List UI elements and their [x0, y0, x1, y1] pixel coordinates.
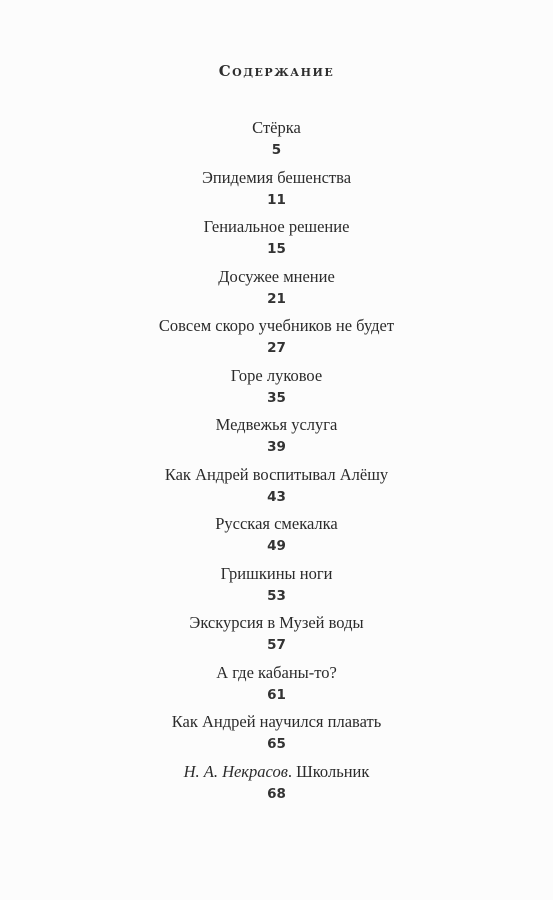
contents-heading: Содержание	[218, 62, 335, 80]
toc-entry	[0, 562, 553, 612]
toc-entry-title: Эпидемия бешенства	[201, 167, 352, 187]
toc-entry-page: 49	[267, 538, 286, 554]
toc-entry	[0, 710, 553, 760]
toc-entry-page: 39	[267, 439, 286, 455]
toc-entry-title: Стёрка	[252, 118, 301, 137]
toc-entry	[0, 760, 553, 810]
toc-entry	[0, 611, 553, 661]
toc-entry-title: Гришкины ноги	[220, 563, 333, 583]
toc-entry-title-text: . Школьник	[287, 761, 370, 781]
toc-entry	[0, 215, 553, 265]
toc-entry	[0, 512, 553, 562]
toc-entry-title: Медвежья услуга	[215, 415, 338, 434]
toc-entry-page: 61	[267, 686, 286, 703]
toc-entry	[0, 661, 553, 711]
toc-entry-page: 68	[267, 785, 286, 802]
toc-entry-title: Горе луковое	[230, 365, 323, 385]
toc-entry-title: Как Андрей воспитывал Алёшу	[164, 464, 389, 484]
toc-entry-page: 11	[267, 191, 286, 208]
toc-entry	[0, 166, 553, 216]
toc-entry-title: Совсем скоро учебников не будет	[158, 316, 395, 335]
toc-entry	[0, 463, 553, 513]
toc-entry-title: Экскурсия в Музей воды	[189, 613, 364, 632]
toc-entry-page: 21	[267, 290, 286, 307]
toc-entry-page: 57	[267, 637, 286, 653]
toc-entry-title: Русская смекалка	[215, 514, 338, 533]
toc-entry-title: Гениальное решение	[203, 217, 350, 236]
toc-entry-page: 65	[267, 736, 286, 752]
toc-entry-title-with-author	[0, 760, 553, 784]
toc-entry	[0, 314, 553, 364]
toc-entry-title: Досужее мнение	[218, 266, 335, 286]
contents-list	[0, 116, 553, 809]
toc-entry-page: 5	[271, 142, 282, 158]
toc-entry-page: 53	[267, 587, 286, 604]
toc-entry-page: 27	[267, 340, 286, 356]
toc-entry-page: 43	[267, 488, 286, 505]
toc-entry-title: А где кабаны-то?	[216, 662, 337, 682]
toc-entry	[0, 364, 553, 414]
toc-entry	[0, 116, 553, 166]
toc-entry-page: 15	[267, 241, 286, 257]
toc-entry	[0, 413, 553, 463]
toc-entry	[0, 265, 553, 315]
toc-entry-title: Как Андрей научился плавать	[171, 712, 382, 731]
toc-entry-author: Н. А. Некрасов	[183, 761, 288, 781]
toc-entry-page: 35	[267, 389, 286, 406]
